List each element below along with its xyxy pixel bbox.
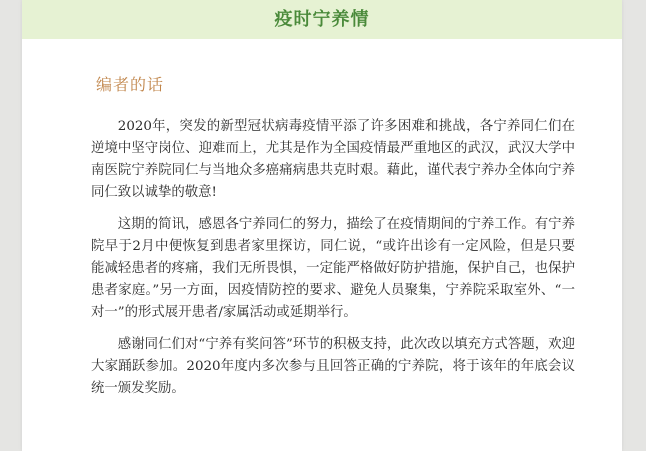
paragraph-2: 这期的简讯，感恩各宁养同仁的努力，描绘了在疫情期间的宁养工作。有宁养院早于2月中便恢复到患者家里探访，同仁说，“或许出诊有一定风险，但是只要能减轻患者的疼痛，我们无所畏惧，一定能严格做好防护措施，保护自己，也保护患者家庭。”另一方面，因疫情防控的要求、避免人员聚集，宁养院采取室外、“一对一”的形式展开患者/家属活动或延期举行。 (91, 217, 575, 320)
article-body (91, 116, 575, 410)
newsletter-page (22, 0, 622, 451)
header-banner (22, 0, 622, 39)
banner-title: 疫时宁养情 (274, 9, 370, 30)
paragraph-3: 感谢同仁们对“宁养有奖问答”环节的积极支持，此次改以填充方式答题，欢迎大家踊跃参加。2020年度内多次参与且回答正确的宁养院，将于该年的年底会议统一颁发奖励。 (91, 337, 575, 396)
section-heading: 编者的话 (96, 75, 165, 94)
paragraph-1: 2020年，突发的新型冠状病毒疫情平添了许多困难和挑战，各宁养同仁们在逆境中坚守岗位、迎难而上，尤其是作为全国疫情最严重地区的武汉，武汉大学中南医院宁养院同仁与当地众多癌痛病患共克时艰。藉此，谨代表宁养办全体向宁养同仁致以诚挚的敬意! (91, 119, 575, 200)
